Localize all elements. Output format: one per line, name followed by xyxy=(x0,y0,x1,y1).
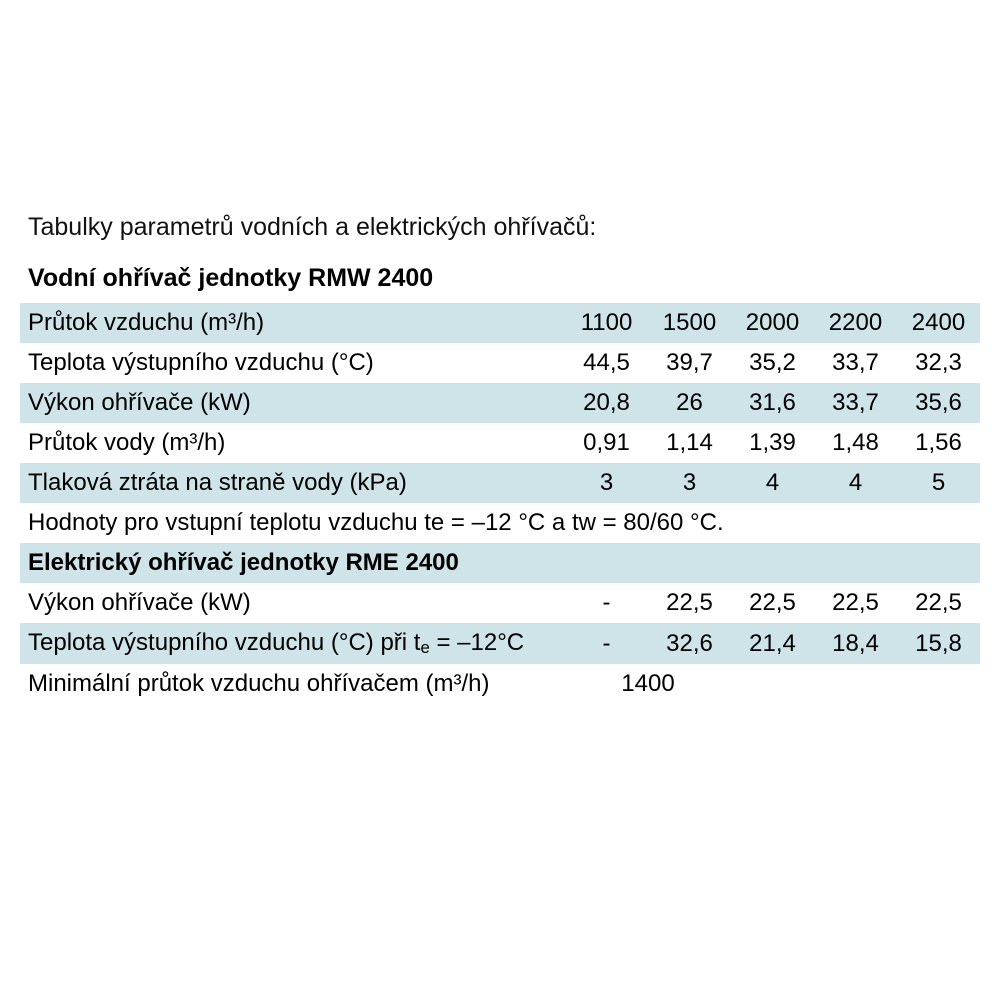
cell-water-flow-4: 1,48 xyxy=(814,423,897,463)
el-outlet-temp-label-pre: Teplota výstupního vzduchu (°C) při t xyxy=(28,629,421,656)
water-heater-title: Vodní ohřívač jednotky RMW 2400 xyxy=(28,264,434,292)
row-label-water-flow: Průtok vody (m³/h) xyxy=(20,423,565,463)
cell-heater-power-5: 35,6 xyxy=(897,383,980,423)
table-row xyxy=(20,303,980,343)
cell-el-outlet-temp-3: 21,4 xyxy=(731,623,814,664)
row-label-heater-power: Výkon ohřívače (kW) xyxy=(20,383,565,423)
cell-min-flow-empty-1 xyxy=(731,664,814,704)
table-row xyxy=(20,664,980,704)
cell-el-power-2: 22,5 xyxy=(648,583,731,623)
row-label-airflow: Průtok vzduchu (m³/h) xyxy=(20,303,565,343)
row-label-min-flow: Minimální průtok vzduchu ohřívačem (m³/h) xyxy=(20,664,565,704)
cell-outlet-temp-3: 35,2 xyxy=(731,343,814,383)
intro-text: Tabulky parametrů vodních a elektrických ohřívačů: xyxy=(28,213,597,241)
table-row-subhead xyxy=(20,543,980,583)
table-row xyxy=(20,343,980,383)
table-row-note xyxy=(20,503,980,543)
cell-el-outlet-temp-1: - xyxy=(565,623,648,664)
cell-pressure-drop-1: 3 xyxy=(565,463,648,503)
cell-outlet-temp-5: 32,3 xyxy=(897,343,980,383)
water-heater-table xyxy=(20,303,980,704)
cell-water-flow-1: 0,91 xyxy=(565,423,648,463)
table-row xyxy=(20,463,980,503)
cell-el-outlet-temp-4: 18,4 xyxy=(814,623,897,664)
el-outlet-temp-label-sub: e xyxy=(420,638,430,658)
row-label-pressure-drop: Tlaková ztráta na straně vody (kPa) xyxy=(20,463,565,503)
cell-airflow-4: 2200 xyxy=(814,303,897,343)
cell-min-flow-value: 1400 xyxy=(565,664,731,704)
table-row xyxy=(20,383,980,423)
cell-outlet-temp-4: 33,7 xyxy=(814,343,897,383)
cell-water-flow-2: 1,14 xyxy=(648,423,731,463)
cell-pressure-drop-2: 3 xyxy=(648,463,731,503)
table-row xyxy=(20,583,980,623)
table-row xyxy=(20,423,980,463)
cell-airflow-5: 2400 xyxy=(897,303,980,343)
cell-pressure-drop-3: 4 xyxy=(731,463,814,503)
cell-airflow-3: 2000 xyxy=(731,303,814,343)
cell-heater-power-2: 26 xyxy=(648,383,731,423)
cell-el-outlet-temp-2: 32,6 xyxy=(648,623,731,664)
electric-heater-title: Elektrický ohřívač jednotky RME 2400 xyxy=(20,543,980,583)
cell-min-flow-empty-2 xyxy=(814,664,897,704)
row-label-el-power: Výkon ohřívače (kW) xyxy=(20,583,565,623)
cell-pressure-drop-5: 5 xyxy=(897,463,980,503)
cell-airflow-1: 1100 xyxy=(565,303,648,343)
cell-outlet-temp-2: 39,7 xyxy=(648,343,731,383)
table-row xyxy=(20,623,980,664)
water-heater-note: Hodnoty pro vstupní teplotu vzduchu te = –12 °C a tw = 80/60 °C. xyxy=(20,503,980,543)
cell-min-flow-empty-3 xyxy=(897,664,980,704)
row-label-outlet-temp: Teplota výstupního vzduchu (°C) xyxy=(20,343,565,383)
cell-airflow-2: 1500 xyxy=(648,303,731,343)
cell-heater-power-3: 31,6 xyxy=(731,383,814,423)
cell-el-power-1: - xyxy=(565,583,648,623)
cell-el-outlet-temp-5: 15,8 xyxy=(897,623,980,664)
cell-pressure-drop-4: 4 xyxy=(814,463,897,503)
cell-water-flow-5: 1,56 xyxy=(897,423,980,463)
cell-outlet-temp-1: 44,5 xyxy=(565,343,648,383)
cell-el-power-5: 22,5 xyxy=(897,583,980,623)
cell-heater-power-4: 33,7 xyxy=(814,383,897,423)
row-label-el-outlet-temp xyxy=(20,623,565,664)
el-outlet-temp-label-post: = –12°C xyxy=(429,629,525,656)
cell-water-flow-3: 1,39 xyxy=(731,423,814,463)
cell-el-power-3: 22,5 xyxy=(731,583,814,623)
cell-el-power-4: 22,5 xyxy=(814,583,897,623)
cell-heater-power-1: 20,8 xyxy=(565,383,648,423)
